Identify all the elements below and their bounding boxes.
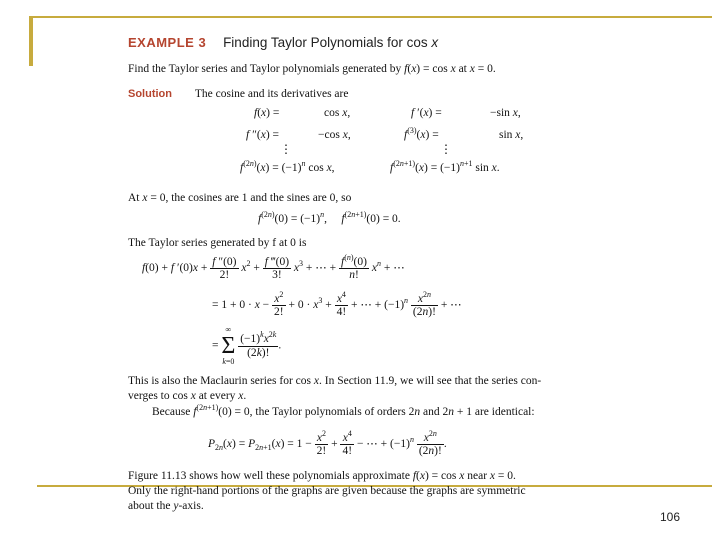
series-line-3: = ∞ Σ k=0 $\frac{(-1)^kx^{2k}}{(2k)!}$ . [212, 325, 282, 366]
series-line-1: f(0) + f ′(0)x + $\frac{f ''(0)}{2!}$ $x^2$ + $\frac{f ‴(0)}{3!}$ $x^3$ + ⋯ + $\frac{f^{(n)}(0)}{n!}$ $x^n$ + ⋯ [142, 253, 405, 282]
solution-line [128, 87, 348, 102]
figure-paragraph-3: about the y-axis. [128, 500, 204, 512]
slide-top-rule [29, 16, 712, 18]
polynomial-equation: $P_{2n}(x) = P_{2n+1}(x) = 1$ − $\frac{x^2}{2!}$ + $\frac{x^4}{4!}$ − ⋯ + $(-1)^n$ $\frac{x^{2n}}{(2n)!}$ . [208, 429, 447, 458]
maclaurin-paragraph-1: This is also the Maclaurin series for cos x. In Section 11.9, we will see that the series con- [128, 375, 542, 387]
solution-intro: The cosine and its derivatives are [194, 88, 349, 100]
vdots-left: ⋮ [280, 142, 292, 156]
figure-paragraph-2: Only the right-hand portions of the graphs are given because the graphs are symmetric [128, 485, 526, 497]
slide-accent-bar [29, 16, 33, 66]
problem-statement: Find the Taylor series and Taylor polynomials generated by f(x) = cos x at x = 0. [128, 63, 496, 75]
deriv-row1-left: f(x) = [254, 107, 280, 119]
deriv-row3-left: $f^{(2n)}(x) = (-1)^n$ cos x, [240, 159, 335, 174]
example-label: EXAMPLE 3 [128, 35, 207, 50]
maclaurin-paragraph-2: verges to cos x at every x. [128, 390, 247, 402]
at-zero-equation: $f^{(2n)}(0) = (-1)^n$, $f^{(2n+1)}(0) = 0$. [258, 210, 401, 225]
because-line: Because $f^{(2n+1)}(0) = 0$, the Taylor polynomials of orders 2n and 2n + 1 are identical: [152, 403, 535, 418]
example-title: Finding Taylor Polynomials for cos x [223, 35, 439, 50]
deriv-row2-left: f ″(x) = [246, 129, 280, 141]
at-zero-line: At x = 0, the cosines are 1 and the sines are 0, so [128, 192, 352, 204]
series-line-2: = 1 + 0 · x − $\frac{x^2}{2!}$ + $0 \cdot x^3$ + $\frac{x^4}{4!}$ + ⋯ + $(-1)^n$ $\frac{x^{2n}}{(2n)!}$ + ⋯ [212, 290, 462, 319]
example-header [128, 34, 438, 52]
vdots-right: ⋮ [440, 142, 452, 156]
page-number: 106 [660, 510, 681, 524]
series-intro: The Taylor series generated by f at 0 is [128, 237, 307, 249]
solution-label: Solution [128, 88, 172, 100]
deriv-row1-right: f ′(x) = [411, 107, 442, 119]
figure-paragraph-1: Figure 11.13 shows how well these polynomials approximate f(x) = cos x near x = 0. [128, 470, 516, 482]
deriv-row3-right: $f^{(2n+1)}(x) = (-1)^{n+1}$ sin x. [390, 159, 500, 174]
deriv-row2-right: $f^{(3)}(x)$ = [404, 126, 439, 141]
